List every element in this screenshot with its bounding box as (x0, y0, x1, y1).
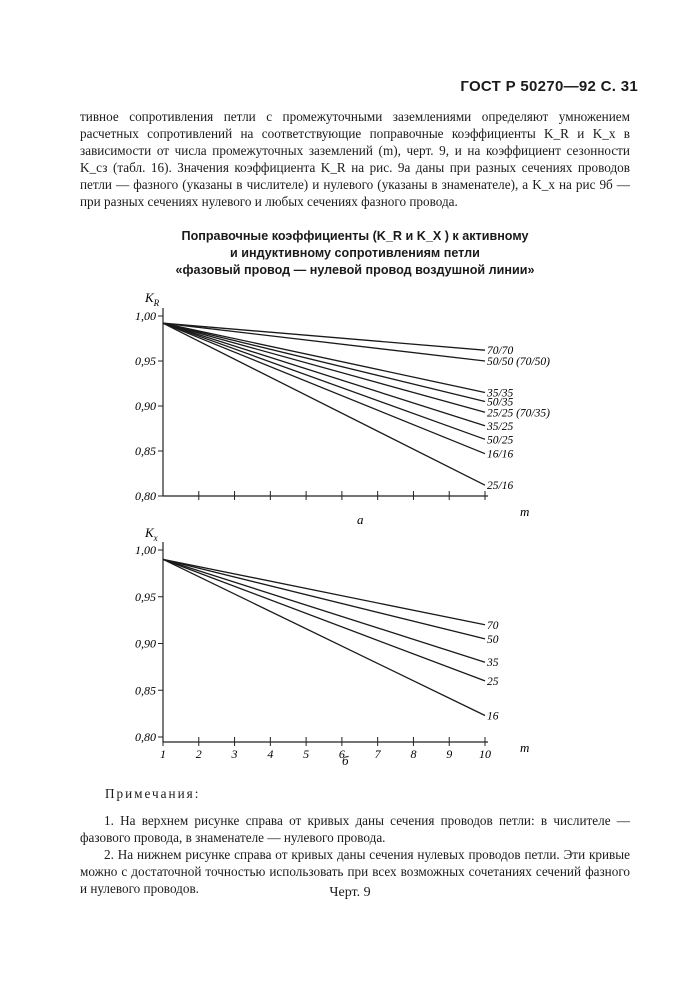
series-line (163, 323, 485, 401)
series-line (163, 559, 485, 681)
series-label: 35/35 (487, 387, 514, 400)
y-tick-label: 0,85 (135, 444, 156, 458)
series-label: 50/35 (487, 396, 514, 409)
y-tick-label: 0,80 (135, 489, 156, 503)
series-line (163, 559, 485, 638)
y-tick-label: 1,00 (135, 309, 156, 323)
series-label: 35/25 (487, 420, 514, 433)
series-label: 70 (487, 619, 499, 632)
intro-paragraph: тивное сопротивления петли с промежуточными заземлениями определяют умножением расчетных сопротивлений на соответствующие поправочные коэффициенты K_R и K_x в зависимости от числа промежуточных заземлений (m), черт. 9, и на коэффициент сезонности K_сз (табл. 16). Значения коэффициента K_R на рис. 9а даны при разных сечениях проводов петли — фазного (указаны в числителе) и нулевого (указаны в знаменателе), а K_x на рис 9б — при разных сечениях нулевого и любых сечениях фазного провода. (80, 109, 630, 209)
series-line (163, 323, 485, 485)
page-header: ГОСТ Р 50270—92 С. 31 (460, 78, 638, 95)
series-label: 70/70 (487, 345, 514, 358)
y-axis-label: $K_x$ (145, 525, 158, 543)
y-tick-label: 0,95 (135, 589, 156, 604)
series-label: 50 (487, 633, 499, 646)
y-tick-label: 0,90 (135, 399, 156, 413)
series-label: 25 (487, 675, 499, 688)
note-item-1: 1. На верхнем рисунке справа от кривых даны сечения проводов петли: в числителе — фазового провода, в знаменателе — нулевого провода. (80, 813, 630, 845)
panel-sublabel: б (342, 753, 349, 768)
x-tick-label: 3 (231, 747, 238, 761)
series-label: 16/16 (487, 448, 514, 461)
x-tick-label: 5 (303, 747, 310, 761)
x-tick-label: 6 (338, 747, 345, 761)
series-line (163, 323, 485, 454)
figure-title-line3: «фазовый провод — нулевой провод воздушной линии» (175, 263, 535, 277)
y-tick-label: 0,90 (135, 636, 156, 651)
series-line (163, 559, 485, 624)
series-line (163, 323, 485, 392)
x-tick-label: 1 (160, 747, 166, 761)
x-axis-label: m (520, 504, 530, 519)
figure-caption: Черт. 9 (329, 885, 371, 900)
note-item-2: 2. На нижнем рисунке справа от кривых даны сечения нулевых проводов петли. Эти кривые можно с достаточной точностью использовать при всех возможных сочетаниях сечений фазного и нулевого проводов. (80, 847, 630, 896)
series-label: 50/25 (487, 434, 514, 447)
series-line (163, 559, 485, 715)
series-line (163, 323, 485, 426)
series-label: 50/50 (70/50) (487, 356, 550, 368)
figure-title-line1: Поправочные коэффициенты (K_R и K_X ) к активному (181, 229, 529, 243)
x-tick-label: 9 (446, 747, 453, 761)
x-tick-label: 7 (374, 747, 381, 761)
y-tick-label: 0,85 (135, 683, 156, 698)
y-axis-label: $K_R$ (145, 290, 160, 308)
x-tick-label: 8 (410, 747, 417, 761)
y-tick-label: 1,00 (135, 543, 156, 557)
x-tick-label: 4 (267, 747, 274, 761)
series-line (163, 323, 485, 439)
x-tick-label: 10 (479, 747, 491, 761)
y-tick-label: 0,80 (135, 730, 156, 744)
panel-sublabel: а (357, 512, 364, 527)
y-tick-label: 0,95 (135, 354, 156, 368)
series-label: 25/25 (70/35) (487, 407, 550, 420)
figure-title-line2: и индуктивному сопротивлениям петли (230, 246, 480, 260)
notes-section (80, 785, 630, 897)
series-line (163, 559, 485, 662)
series-label: 35 (487, 657, 499, 670)
x-tick-label: 2 (195, 747, 202, 761)
series-label: 25/16 (487, 480, 514, 493)
series-label: 16 (487, 710, 499, 723)
x-axis-label: m (520, 740, 530, 755)
notes-title: Примечания: (105, 786, 201, 801)
